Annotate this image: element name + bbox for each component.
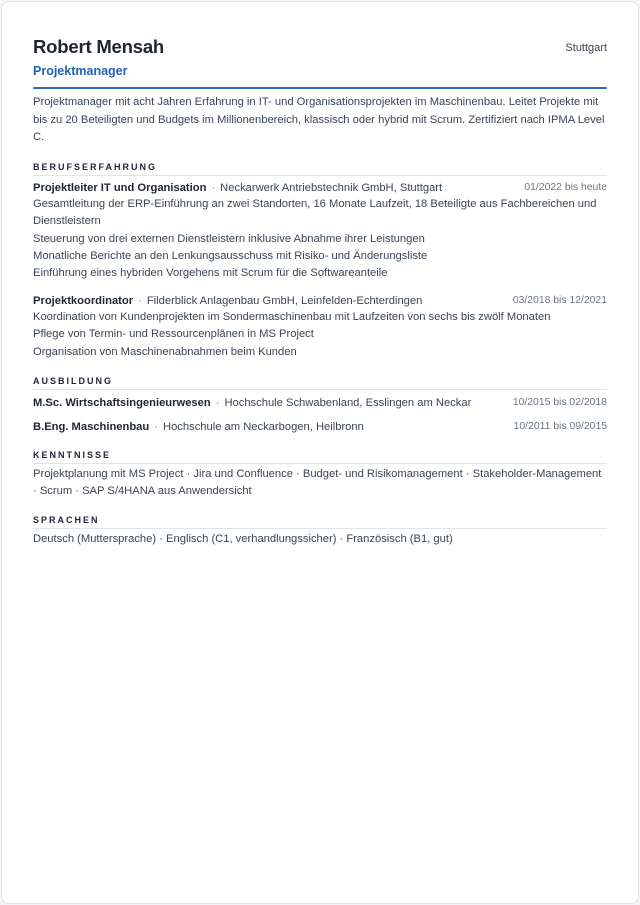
job-bullet: Steuerung von drei externen Dienstleistern inklusive Abnahme ihrer Leistungen xyxy=(33,232,425,245)
job-bullets xyxy=(33,196,607,283)
section-heading-education: AUSBILDUNG xyxy=(33,376,607,390)
education-dates: 10/2011 bis 09/2015 xyxy=(513,421,607,433)
school-name: Hochschule Schwabenland, Esslingen am Neckar xyxy=(224,397,472,410)
separator-dot: · xyxy=(211,181,216,194)
job-title: Projektleiter IT und Organisation xyxy=(33,181,207,194)
job-header xyxy=(33,293,607,309)
separator-dot: · xyxy=(215,397,220,410)
resume-page xyxy=(1,1,639,904)
education-entry xyxy=(33,419,607,435)
skills-section xyxy=(33,450,607,500)
candidate-name: Robert Mensah xyxy=(33,36,165,57)
job-bullet: Pflege von Termin- und Ressourcenplänen in MS Project xyxy=(33,328,314,341)
degree-title: B.Eng. Maschinenbau xyxy=(33,421,150,434)
separator-dot: · xyxy=(154,421,158,434)
education-entry xyxy=(33,395,607,411)
candidate-role: Projektmanager xyxy=(33,64,128,78)
header-divider xyxy=(33,87,607,89)
separator-dot: · xyxy=(138,294,142,307)
school-name: Hochschule am Neckarbogen, Heilbronn xyxy=(162,421,364,434)
job-entry xyxy=(33,293,607,361)
job-employer: Filderblick Anlagenbau GmbH, Leinfelden-Echterdingen xyxy=(146,294,423,307)
job-bullets xyxy=(33,309,607,361)
candidate-location: Stuttgart xyxy=(565,42,607,54)
languages-section xyxy=(33,515,607,548)
education-section xyxy=(33,376,607,435)
job-bullet: Organisation von Maschinenabnahmen beim Kunden xyxy=(33,345,297,358)
job-entry xyxy=(33,180,607,283)
resume-header xyxy=(33,36,607,78)
job-dates: 03/2018 bis 12/2021 xyxy=(512,294,607,306)
job-title: Projektkoordinator xyxy=(33,294,134,307)
job-bullet: Einführung eines hybriden Vorgehens mit Scrum für die Softwareanteile xyxy=(33,267,388,280)
job-header xyxy=(33,180,607,196)
experience-section xyxy=(33,162,607,361)
section-heading-experience: BERUFSERFAHRUNG xyxy=(33,162,607,176)
section-heading-skills: KENNTNISSE xyxy=(33,450,607,464)
section-heading-languages: SPRACHEN xyxy=(33,515,607,529)
job-bullet: Monatliche Berichte an den Lenkungsausschuss mit Risiko- und Änderungsliste xyxy=(33,250,428,262)
job-dates: 01/2022 bis heute xyxy=(524,181,607,193)
job-employer: Neckarwerk Antriebstechnik GmbH, Stuttgart xyxy=(220,181,443,194)
languages-list: Deutsch (Muttersprache) · Englisch (C1, verhandlungssicher) · Französisch (B1, gut) xyxy=(33,533,453,546)
job-bullet: Gesamtleitung der ERP-Einführung an zwei Standorten, 16 Monate Laufzeit, 18 Beteiligte aus Fachbereichen und Dienstleistern xyxy=(33,197,597,228)
skills-list: Projektplanung mit MS Project · Jira und Confluence · Budget- und Risikomanagement · Stakeholder-Management · Scrum · SAP S/4HANA aus Anwendersicht xyxy=(33,468,602,498)
profile-summary: Projektmanager mit acht Jahren Erfahrung in IT- und Organisationsprojekten im Maschinenbau. Leitet Projekte mit bis zu 20 Beteiligten und Budgets im Millionenbereich, klassisch oder hybrid mit Scrum. Zertifiziert nach IPMA Level C. xyxy=(33,96,605,144)
degree-title: M.Sc. Wirtschaftsingenieurwesen xyxy=(33,397,211,410)
education-dates: 10/2015 bis 02/2018 xyxy=(512,397,607,409)
job-bullet: Koordination von Kundenprojekten im Sondermaschinenbau mit Laufzeiten von sechs bis zwölf Monaten xyxy=(33,310,551,323)
